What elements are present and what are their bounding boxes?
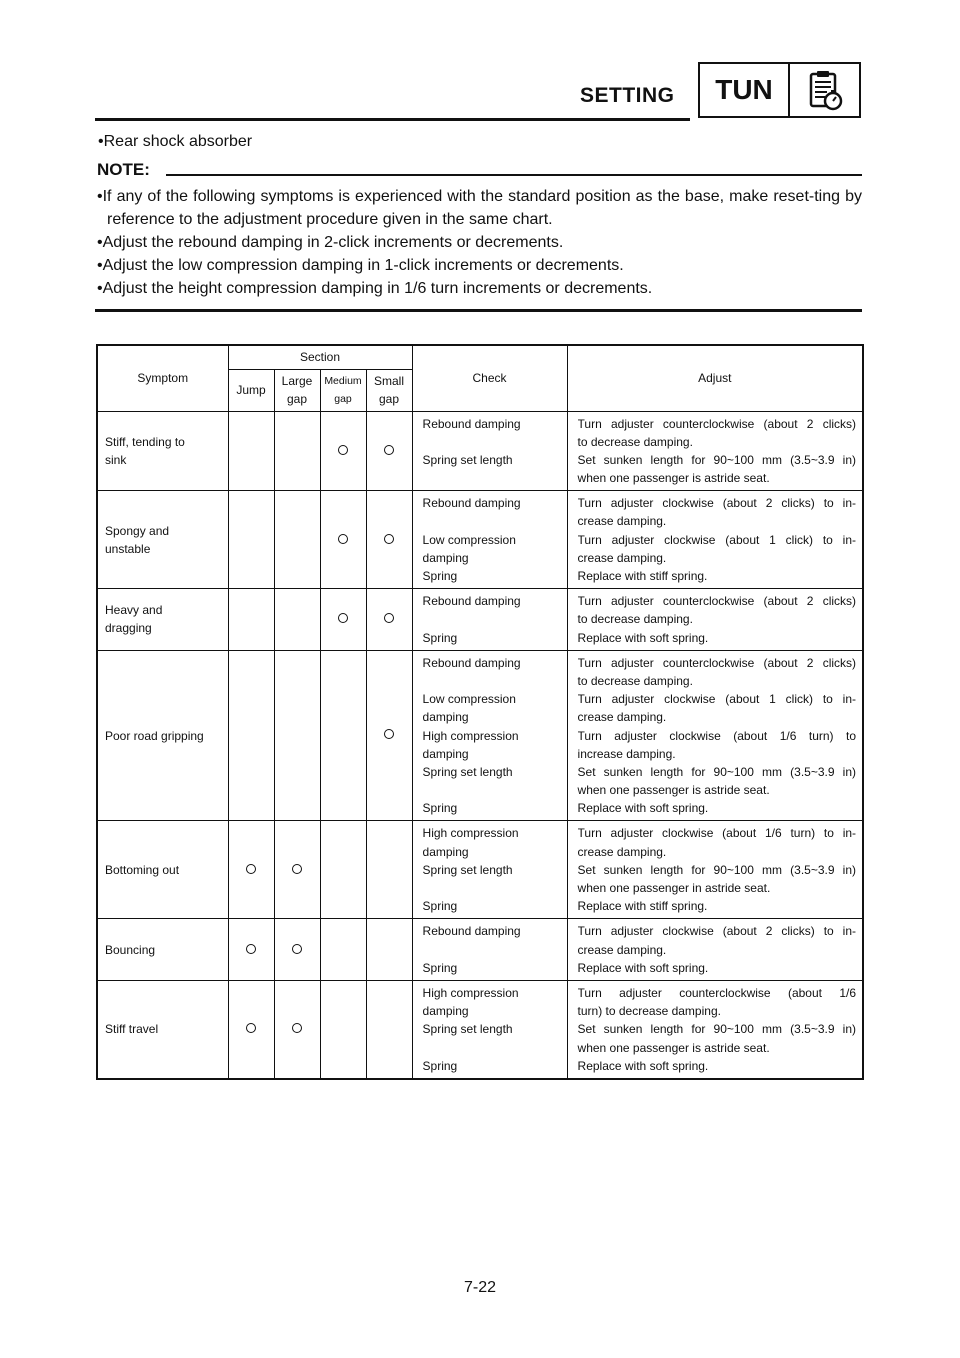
mark-small-gap <box>366 980 412 1078</box>
header-medium-gap: Medium gap <box>320 369 366 411</box>
check-cell: High compression damping Spring set length Spring <box>412 980 567 1078</box>
note-label: NOTE: <box>97 160 150 179</box>
header-section: Section <box>228 345 412 369</box>
header-jump: Jump <box>228 369 274 411</box>
adjust-cell: Turn adjuster counterclockwise (about 2 clicks) to decrease damping. Replace with soft spring. <box>567 589 863 651</box>
checklist-stopwatch-icon <box>790 64 859 116</box>
section-badge-label: TUN <box>700 64 790 116</box>
adjust-cell: Turn adjuster counterclockwise (about 1/6 turn) to decrease damping. Set sunken length for 90~100 mm (3.5~3.9 in) when one passenger is astride seat. Replace with soft spring. <box>567 980 863 1078</box>
symptom-cell: Stiff travel <box>97 980 228 1078</box>
check-cell: Rebound damping Low compression damping High compression damping Spring set length Spring <box>412 650 567 821</box>
mark-small-gap <box>366 411 412 491</box>
symptom-cell: Poor road gripping <box>97 650 228 821</box>
table-row <box>97 589 863 651</box>
mark-small-gap <box>366 919 412 981</box>
mark-small-gap <box>366 589 412 651</box>
mark-medium-gap <box>320 821 366 919</box>
circle-mark-icon <box>338 534 348 544</box>
table-row <box>97 919 863 981</box>
table-body <box>97 411 863 1079</box>
mark-small-gap <box>366 650 412 821</box>
circle-mark-icon <box>338 613 348 623</box>
check-cell: Rebound damping Spring <box>412 589 567 651</box>
mark-medium-gap <box>320 411 366 491</box>
mark-medium-gap <box>320 980 366 1078</box>
check-cell: High compression damping Spring set length Spring <box>412 821 567 919</box>
mark-large-gap <box>274 821 320 919</box>
intro-text: Rear shock absorber <box>103 133 253 150</box>
section-badge <box>698 62 861 118</box>
mark-large-gap <box>274 919 320 981</box>
circle-mark-icon <box>384 613 394 623</box>
mark-jump <box>228 919 274 981</box>
mark-large-gap <box>274 491 320 589</box>
check-cell: Rebound damping Spring set length <box>412 411 567 491</box>
note-end-rule <box>95 309 862 312</box>
check-cell: Rebound damping Low compression damping Spring <box>412 491 567 589</box>
circle-mark-icon <box>246 1023 256 1033</box>
circle-mark-icon <box>246 944 256 954</box>
note-list <box>97 185 862 300</box>
symptom-cell: Heavy and dragging <box>97 589 228 651</box>
adjust-cell: Turn adjuster counterclockwise (about 2 clicks) to decrease damping. Set sunken length for 90~100 mm (3.5~3.9 in) when one passenger is astride seat. <box>567 411 863 491</box>
mark-large-gap <box>274 980 320 1078</box>
mark-jump <box>228 491 274 589</box>
header-check: Check <box>412 345 567 411</box>
note-rule <box>166 174 862 176</box>
mark-jump <box>228 980 274 1078</box>
mark-small-gap <box>366 491 412 589</box>
circle-mark-icon <box>246 864 256 874</box>
circle-mark-icon <box>384 445 394 455</box>
symptom-cell: Stiff, tending to sink <box>97 411 228 491</box>
circle-mark-icon <box>384 729 394 739</box>
circle-mark-icon <box>292 864 302 874</box>
adjust-cell: Turn adjuster clockwise (about 2 clicks) to in- crease damping. Turn adjuster clockwise (about 1 click) to in- crease damping. Replace with stiff spring. <box>567 491 863 589</box>
circle-mark-icon <box>292 1023 302 1033</box>
table-row <box>97 411 863 491</box>
circle-mark-icon <box>338 445 348 455</box>
mark-jump <box>228 650 274 821</box>
mark-medium-gap <box>320 589 366 651</box>
mark-large-gap <box>274 411 320 491</box>
note-item: •Adjust the rebound damping in 2-click increments or decrements. <box>97 234 564 251</box>
mark-large-gap <box>274 650 320 821</box>
header-small-gap: Small gap <box>366 369 412 411</box>
header-symptom: Symptom <box>97 345 228 411</box>
mark-jump <box>228 821 274 919</box>
circle-mark-icon <box>384 534 394 544</box>
table-row <box>97 650 863 821</box>
adjust-cell: Turn adjuster counterclockwise (about 2 clicks) to decrease damping. Turn adjuster clockwise (about 1 click) to in- crease damping. Turn adjuster clockwise (about 1/6 turn) to increase damping. Set sunken length for 90~100 mm (3.5~3.9 in) when one passenger is astride seat. Replace with soft spring. <box>567 650 863 821</box>
header-large-gap: Large gap <box>274 369 320 411</box>
table-row <box>97 821 863 919</box>
circle-mark-icon <box>292 944 302 954</box>
table-row <box>97 491 863 589</box>
note-item: •If any of the following symptoms is experienced with the standard position as the base, make reset-ting by reference to the adjustment procedure given in the same chart. <box>97 188 862 228</box>
check-cell: Rebound damping Spring <box>412 919 567 981</box>
table-row <box>97 980 863 1078</box>
note-item: •Adjust the low compression damping in 1-click increments or decrements. <box>97 257 624 274</box>
section-title: SETTING <box>580 84 675 107</box>
mark-jump <box>228 411 274 491</box>
intro-bullet: •Rear shock absorber <box>98 133 253 150</box>
adjustment-table <box>96 344 864 1080</box>
note-item: •Adjust the height compression damping in 1/6 turn increments or decrements. <box>97 280 653 297</box>
mark-small-gap <box>366 821 412 919</box>
adjust-cell: Turn adjuster clockwise (about 1/6 turn) to in- crease damping. Set sunken length for 90~100 mm (3.5~3.9 in) when one passenger in astride seat. Replace with stiff spring. <box>567 821 863 919</box>
adjust-cell: Turn adjuster clockwise (about 2 clicks) to in- crease damping. Replace with soft spring. <box>567 919 863 981</box>
mark-large-gap <box>274 589 320 651</box>
symptom-cell: Bottoming out <box>97 821 228 919</box>
header-rule <box>95 118 690 121</box>
mark-medium-gap <box>320 919 366 981</box>
mark-jump <box>228 589 274 651</box>
mark-medium-gap <box>320 491 366 589</box>
symptom-cell: Spongy and unstable <box>97 491 228 589</box>
header-adjust: Adjust <box>567 345 863 411</box>
mark-medium-gap <box>320 650 366 821</box>
page-number: 7-22 <box>463 1279 497 1296</box>
symptom-cell: Bouncing <box>97 919 228 981</box>
